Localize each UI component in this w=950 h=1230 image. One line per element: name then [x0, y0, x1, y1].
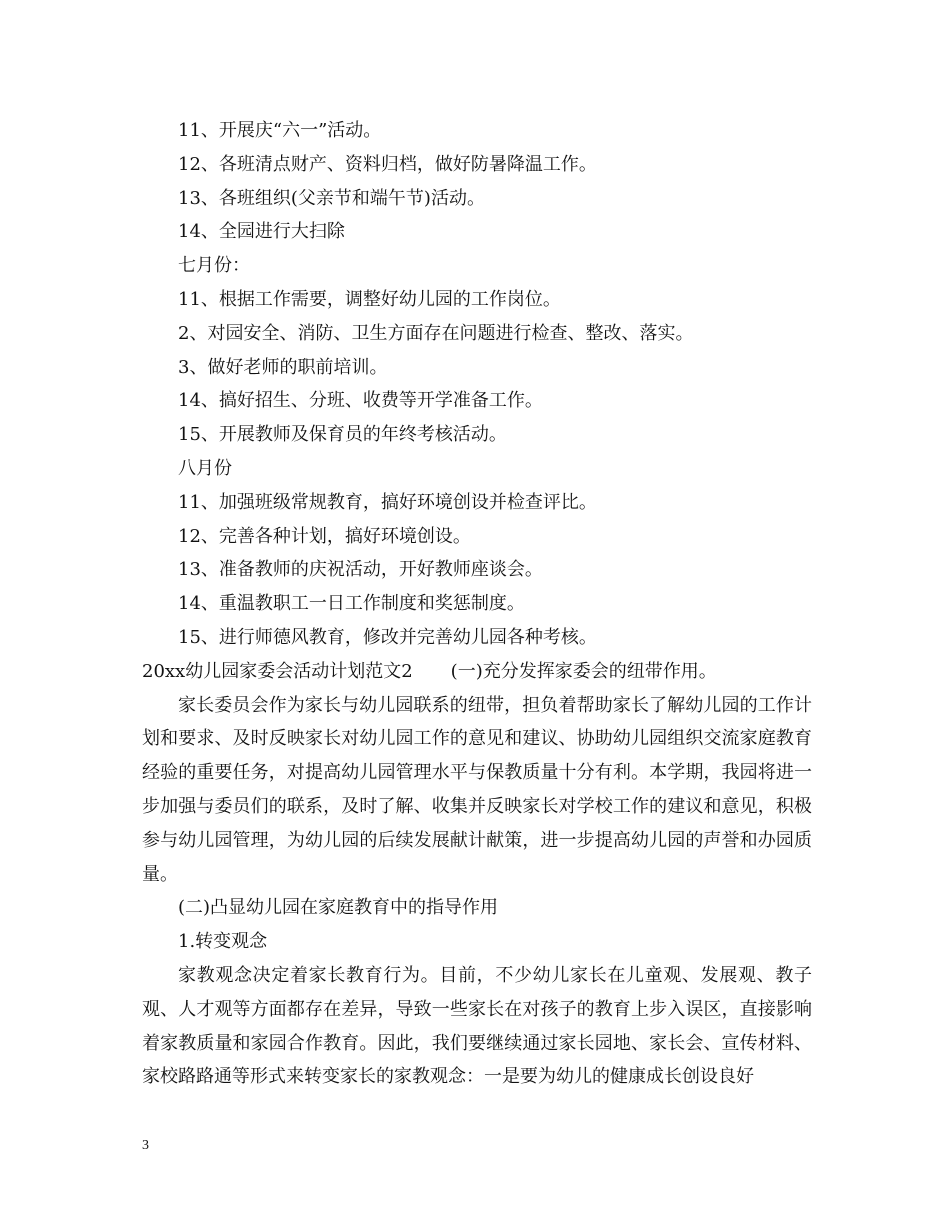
- list-item: 14、全园进行大扫除: [178, 221, 345, 243]
- month-heading-july: 七月份：: [178, 255, 250, 277]
- list-item: 11、加强班级常规教育，搞好环境创设并检查评比。: [178, 491, 597, 513]
- section-heading-2: (二)凸显幼儿园在家庭教育中的指导作用: [178, 897, 499, 919]
- list-item: 3、做好老师的职前培训。: [178, 356, 388, 378]
- list-item: 14、搞好招生、分班、收费等开学准备工作。: [178, 390, 543, 412]
- list-item: 13、准备教师的庆祝活动，开好教师座谈会。: [178, 559, 543, 581]
- body-paragraph-2: 家教观念决定着家长教育行为。目前，不少幼儿家长在儿童观、发展观、教子观、人才观等方面都存在差异，导致一些家长在对孩子的教育上步入误区，直接影响着家教质量和家园合作教育。因此，我们要继续通过家长园地、家长会、宣传材料、家校路路通等形式来转变家长的家教观念：一是要为幼儿的健康成长创设良好: [142, 964, 812, 1088]
- list-item: 15、进行师德风教育，修改并完善幼儿园各种考核。: [178, 626, 597, 648]
- list-item: 12、各班清点财产、资料归档，做好防暑降温工作。: [178, 153, 597, 175]
- plan-title-line: [142, 655, 812, 689]
- page-number: 3: [142, 1138, 149, 1153]
- document-body: [142, 114, 812, 1094]
- plan-title: 20xx幼儿园家委会活动计划范文2: [142, 660, 413, 682]
- list-item: 15、开展教师及保育员的年终考核活动。: [178, 424, 507, 446]
- body-paragraph-1: 家长委员会作为家长与幼儿园联系的纽带，担负着帮助家长了解幼儿园的工作计划和要求、及时反映家长对幼儿园工作的意见和建议、协助幼儿园组织交流家庭教育经验的重要任务，对提高幼儿园管理水平与保教质量十分有利。本学期，我园将进一步加强与委员们的联系，及时了解、收集并反映家长对学校工作的建议和意见，积极参与幼儿园管理，为幼儿园的后续发展献计献策，进一步提高幼儿园的声誉和办园质量。: [142, 694, 812, 885]
- list-item: 13、各班组织(父亲节和端午节)活动。: [178, 187, 485, 209]
- list-item: 2、对园安全、消防、卫生方面存在问题进行检查、整改、落实。: [178, 322, 694, 344]
- month-heading-august: 八月份: [178, 457, 232, 479]
- list-item: 11、开展庆“六一”活动。: [178, 120, 382, 141]
- list-item: 12、完善各种计划，搞好环境创设。: [178, 525, 471, 547]
- list-item: 11、根据工作需要，调整好幼儿园的工作岗位。: [178, 288, 561, 310]
- section-heading-1: (一)充分发挥家委会的纽带作用。: [450, 660, 717, 682]
- list-item: 14、重温教职工一日工作制度和奖惩制度。: [178, 593, 525, 615]
- subsection-heading-1: 1.转变观念: [178, 931, 268, 953]
